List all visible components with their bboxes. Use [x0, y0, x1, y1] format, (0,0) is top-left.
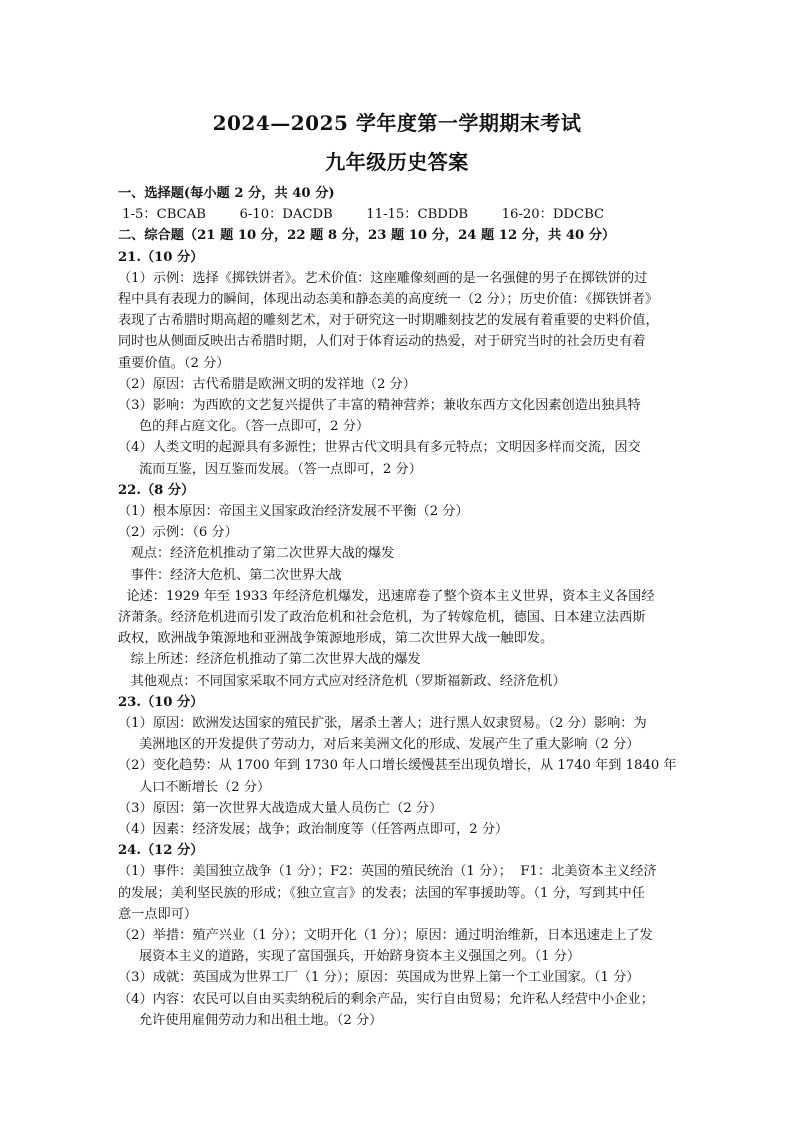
section-heading: 二、综合题（21 题 10 分，22 题 8 分，23 题 10 分，24 题 12 分，共 40 分）: [118, 228, 616, 244]
answer-line: （2）变化趋势：从 1700 年到 1730 年人口增长缓慢甚至出现负增长，从 1740 年到 1840 年: [118, 758, 677, 774]
answer-line: 程中具有表现力的瞬间，体现出动态美和静态美的高度统一（2 分）；历史价值：《掷铁饼者》: [118, 292, 659, 307]
answer-line: （2）原因：古代希腊是欧洲文明的发祥地（2 分）: [118, 376, 416, 392]
answer-line: 允许使用雇佣劳动力和出租土地。（2 分）: [118, 1012, 383, 1028]
section-heading: 23.（10 分）: [118, 694, 204, 710]
answer-line: 意一点即可）: [118, 906, 198, 922]
answer-line: （3）原因：第一次世界大战造成大量人员伤亡（2 分）: [118, 800, 443, 816]
answer-line: 美洲地区的开发提供了劳动力，对后来美洲文化的形成、发展产生了重大影响（2 分）: [118, 737, 640, 753]
answer-line: （1）事件：美国独立战争（1 分）；F2：英国的殖民统治（1 分）； F1：北美资本主义经济: [118, 864, 657, 880]
section-heading: 21.（10 分）: [118, 249, 204, 265]
answer-line: 事件：经济大危机、第二次世界大战: [118, 567, 342, 583]
answer-line: （4）因素：经济发展；战争；政治制度等（任答两点即可，2 分）: [118, 822, 509, 837]
answer-line: 综上所述：经济危机推动了第二次世界大战的爆发: [118, 652, 421, 668]
answer-line: （4）人类文明的起源具有多源性；世界古代文明具有多元特点；文明因多样而交流，因交: [118, 440, 641, 456]
answer-line: 人口不断增长（2 分）: [118, 779, 271, 795]
answer-line: 论述：1929 年至 1933 年经济危机爆发，迅速席卷了整个资本主义世界，资本主义各国经: [118, 588, 655, 604]
answer-subtitle: 九年级历史答案: [325, 150, 469, 174]
exam-title: 2024—2025 学年度第一学期期末考试: [212, 111, 582, 135]
answer-line: （1）根本原因：帝国主义国家政治经济发展不平衡（2 分）: [118, 504, 469, 519]
answer-line: 流而互鉴，因互鉴而发展。（答一点即可，2 分）: [118, 461, 422, 477]
answer-line: （2）示例：（6 分）: [118, 525, 238, 541]
answer-line: 其他观点：不同国家采取不同方式应对经济危机（罗斯福新政、经济危机）: [118, 673, 566, 689]
answer-line: （3）成就：英国成为世界工厂（1 分）；原因：英国成为世界上第一个工业国家。（1 分）: [118, 970, 640, 986]
answer-line: 1-5：CBCAB 6-10：DACDB 11-15：CBDDB 16-20：DDCBC: [118, 207, 605, 223]
answer-line: 政权，欧洲战争策源地和亚洲战争策源地形成，第二次世界大战一触即发。: [118, 631, 554, 647]
answer-line: （4）内容：农民可以自由买卖纳税后的剩余产品，实行自由贸易；允许私人经营中小企业；: [118, 991, 654, 1007]
answer-line: 济萧条。经济危机进而引发了政治危机和社会危机，为了转嫁危机，德国、日本建立法西斯: [118, 610, 646, 625]
answer-line: 的发展；美利坚民族的形成；《独立宣言》的发表；法国的军事援助等。（1 分，写到其中任: [118, 885, 645, 901]
section-heading: 22.（8 分）: [118, 482, 195, 498]
answer-line: 同时也从侧面反映出古希腊时期，人们对于体育运动的热爱，对于研究当时的社会历史有着: [118, 334, 646, 350]
answer-line: （1）原因：欧洲发达国家的殖民扩张，屠杀土著人；进行黑人奴隶贸易。（2 分）影响：为: [118, 716, 647, 731]
answer-line: 色的拜占庭文化。（答一点即可，2 分）: [118, 419, 370, 435]
answer-line: 重要价值。（2 分）: [118, 355, 230, 371]
answer-line: 表现了古希腊时期高超的雕刻艺术，对于研究这一时期雕刻技艺的发展有着重要的史料价值，: [118, 313, 659, 329]
answer-line: 展资本主义的道路，实现了富国强兵，开始跻身资本主义强国之列。（1 分）: [118, 949, 581, 965]
answer-line: （1）示例：选择《掷铁饼者》。艺术价值：这座雕像刻画的是一名强健的男子在掷铁饼的过: [118, 270, 648, 286]
section-heading: 一、选择题(每小题 2 分，共 40 分): [118, 186, 335, 201]
section-heading: 24.（12 分）: [118, 843, 204, 859]
answer-line: （2）举措：殖产兴业（1 分）；文明开化（1 分）；原因：通过明治维新，日本迅速走上了发: [118, 928, 653, 943]
answer-line: 观点：经济危机推动了第二次世界大战的爆发: [118, 546, 395, 562]
answer-line: （3）影响：为西欧的文艺复兴提供了丰富的精神营养；兼收东西方文化因素创造出独具特: [118, 398, 641, 413]
